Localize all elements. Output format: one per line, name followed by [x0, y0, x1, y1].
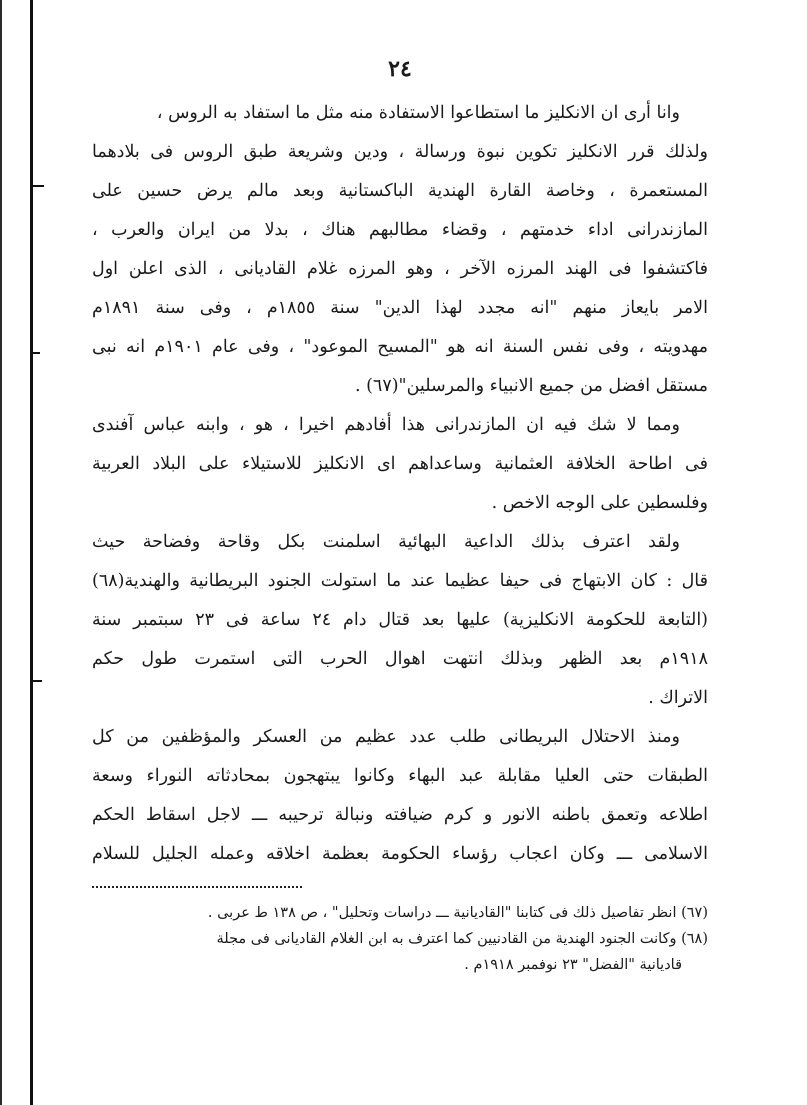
body-line: مهدويته ، وفى نفس السنة انه هو "المسيح الموعود" ، وفى عام ١٩٠١م انه نبى	[92, 337, 708, 357]
footnote-separator	[92, 886, 302, 888]
body-line: المازندرانى اداء خدمتهم ، وقضاء مطالبهم هناك ، بدلا من ايران والعرب ،	[92, 220, 708, 240]
footnote-line: قاديانية "الفضل" ٢٣ نوفمبر ١٩١٨م .	[464, 957, 682, 973]
body-line: الامر بايعاز منهم "انه مجدد لهذا الدين" سنة ١٨٥٥م ، وفى سنة ١٨٩١م	[92, 298, 708, 318]
body-line: (التابعة للحكومة الانكليزية) عليها بعد قتال دام ٢٤ ساعة فى ٢٣ سبتمبر سنة	[92, 610, 708, 630]
body-line: الطبقات حتى العليا مقابلة عبد البهاء وكانوا يبتهجون بمحادثاته النوراء وسعة	[92, 766, 708, 786]
margin-tick	[30, 680, 42, 682]
document-page	[92, 52, 708, 978]
body-line: وانا أرى ان الانكليز ما استطاعوا الاستفادة منه مثل ما استفاد به الروس ،	[156, 103, 680, 123]
body-line: اطلاعه وتعمق باطنه الانور و كرم ضيافته ونبالة ترحيبه ـــ لاجل اسقاط الحكم	[92, 805, 708, 825]
footnote-line: (٦٧) انظر تفاصيل ذلك فى كتابنا "القاديانية ـــ دراسات وتحليل" ، ص ١٣٨ ط عربى .	[207, 905, 708, 921]
footnotes	[92, 900, 708, 978]
body-line: ومنذ الاحتلال البريطانى طلب عدد عظيم من العسكر والمؤظفين من كل	[92, 727, 680, 747]
body-line: ١٩١٨م بعد الظهر وبذلك انتهت اهوال الحرب التى استمرت طول حكم	[92, 649, 708, 669]
body-line: مستقل افضل من جميع الانبياء والمرسلين"(٦٧) .	[354, 376, 708, 396]
body-line: وفلسطين على الوجه الاخص .	[491, 493, 708, 513]
margin-tick	[30, 185, 44, 187]
body-line: ولقد اعترف بذلك الداعية البهائية اسلمنت بكل وقاحة وفضاحة حيث	[92, 532, 680, 552]
body-line: فاكتشفوا فى الهند المرزه الآخر ، وهو المرزه غلام القاديانى ، الذى اعلن اول	[92, 259, 708, 279]
body-line: الاسلامى ـــ وكان اعجاب رؤساء الحكومة بعظمة اخلاقه وعمله الجليل للسلام	[92, 844, 708, 864]
binding-margin-line	[30, 0, 33, 1105]
body-line: قال : كان الابتهاج فى حيفا عظيما عند ما استولت الجنود البريطانية والهندية(٦٨)	[92, 571, 708, 591]
page-number: ٢٤	[388, 56, 412, 82]
body-line: المستعمرة ، وخاصة القارة الهندية الباكستانية وبعد مالم يرض حسين على	[92, 181, 708, 201]
body-text	[92, 94, 708, 874]
body-line: فى اطاحة الخلافة العثمانية وساعداهم اى الانكليز للاستيلاء على البلاد العربية	[92, 454, 708, 474]
body-line: ومما لا شك فيه ان المازندرانى هذا أفادهم اخيرا ، هو ، وابنه عباس آفندى	[92, 415, 680, 435]
body-line: الاتراك .	[648, 688, 708, 708]
body-line: ولذلك قرر الانكليز تكوين نبوة ورسالة ، ودين وشريعة طبق الروس فى بلادهما	[92, 142, 708, 162]
scan-edge	[0, 0, 2, 1105]
margin-tick	[30, 352, 40, 354]
footnote-line: (٦٨) وكانت الجنود الهندية من القادنيين كما اعترف به ابن الغلام القاديانى فى مجلة	[216, 931, 708, 947]
